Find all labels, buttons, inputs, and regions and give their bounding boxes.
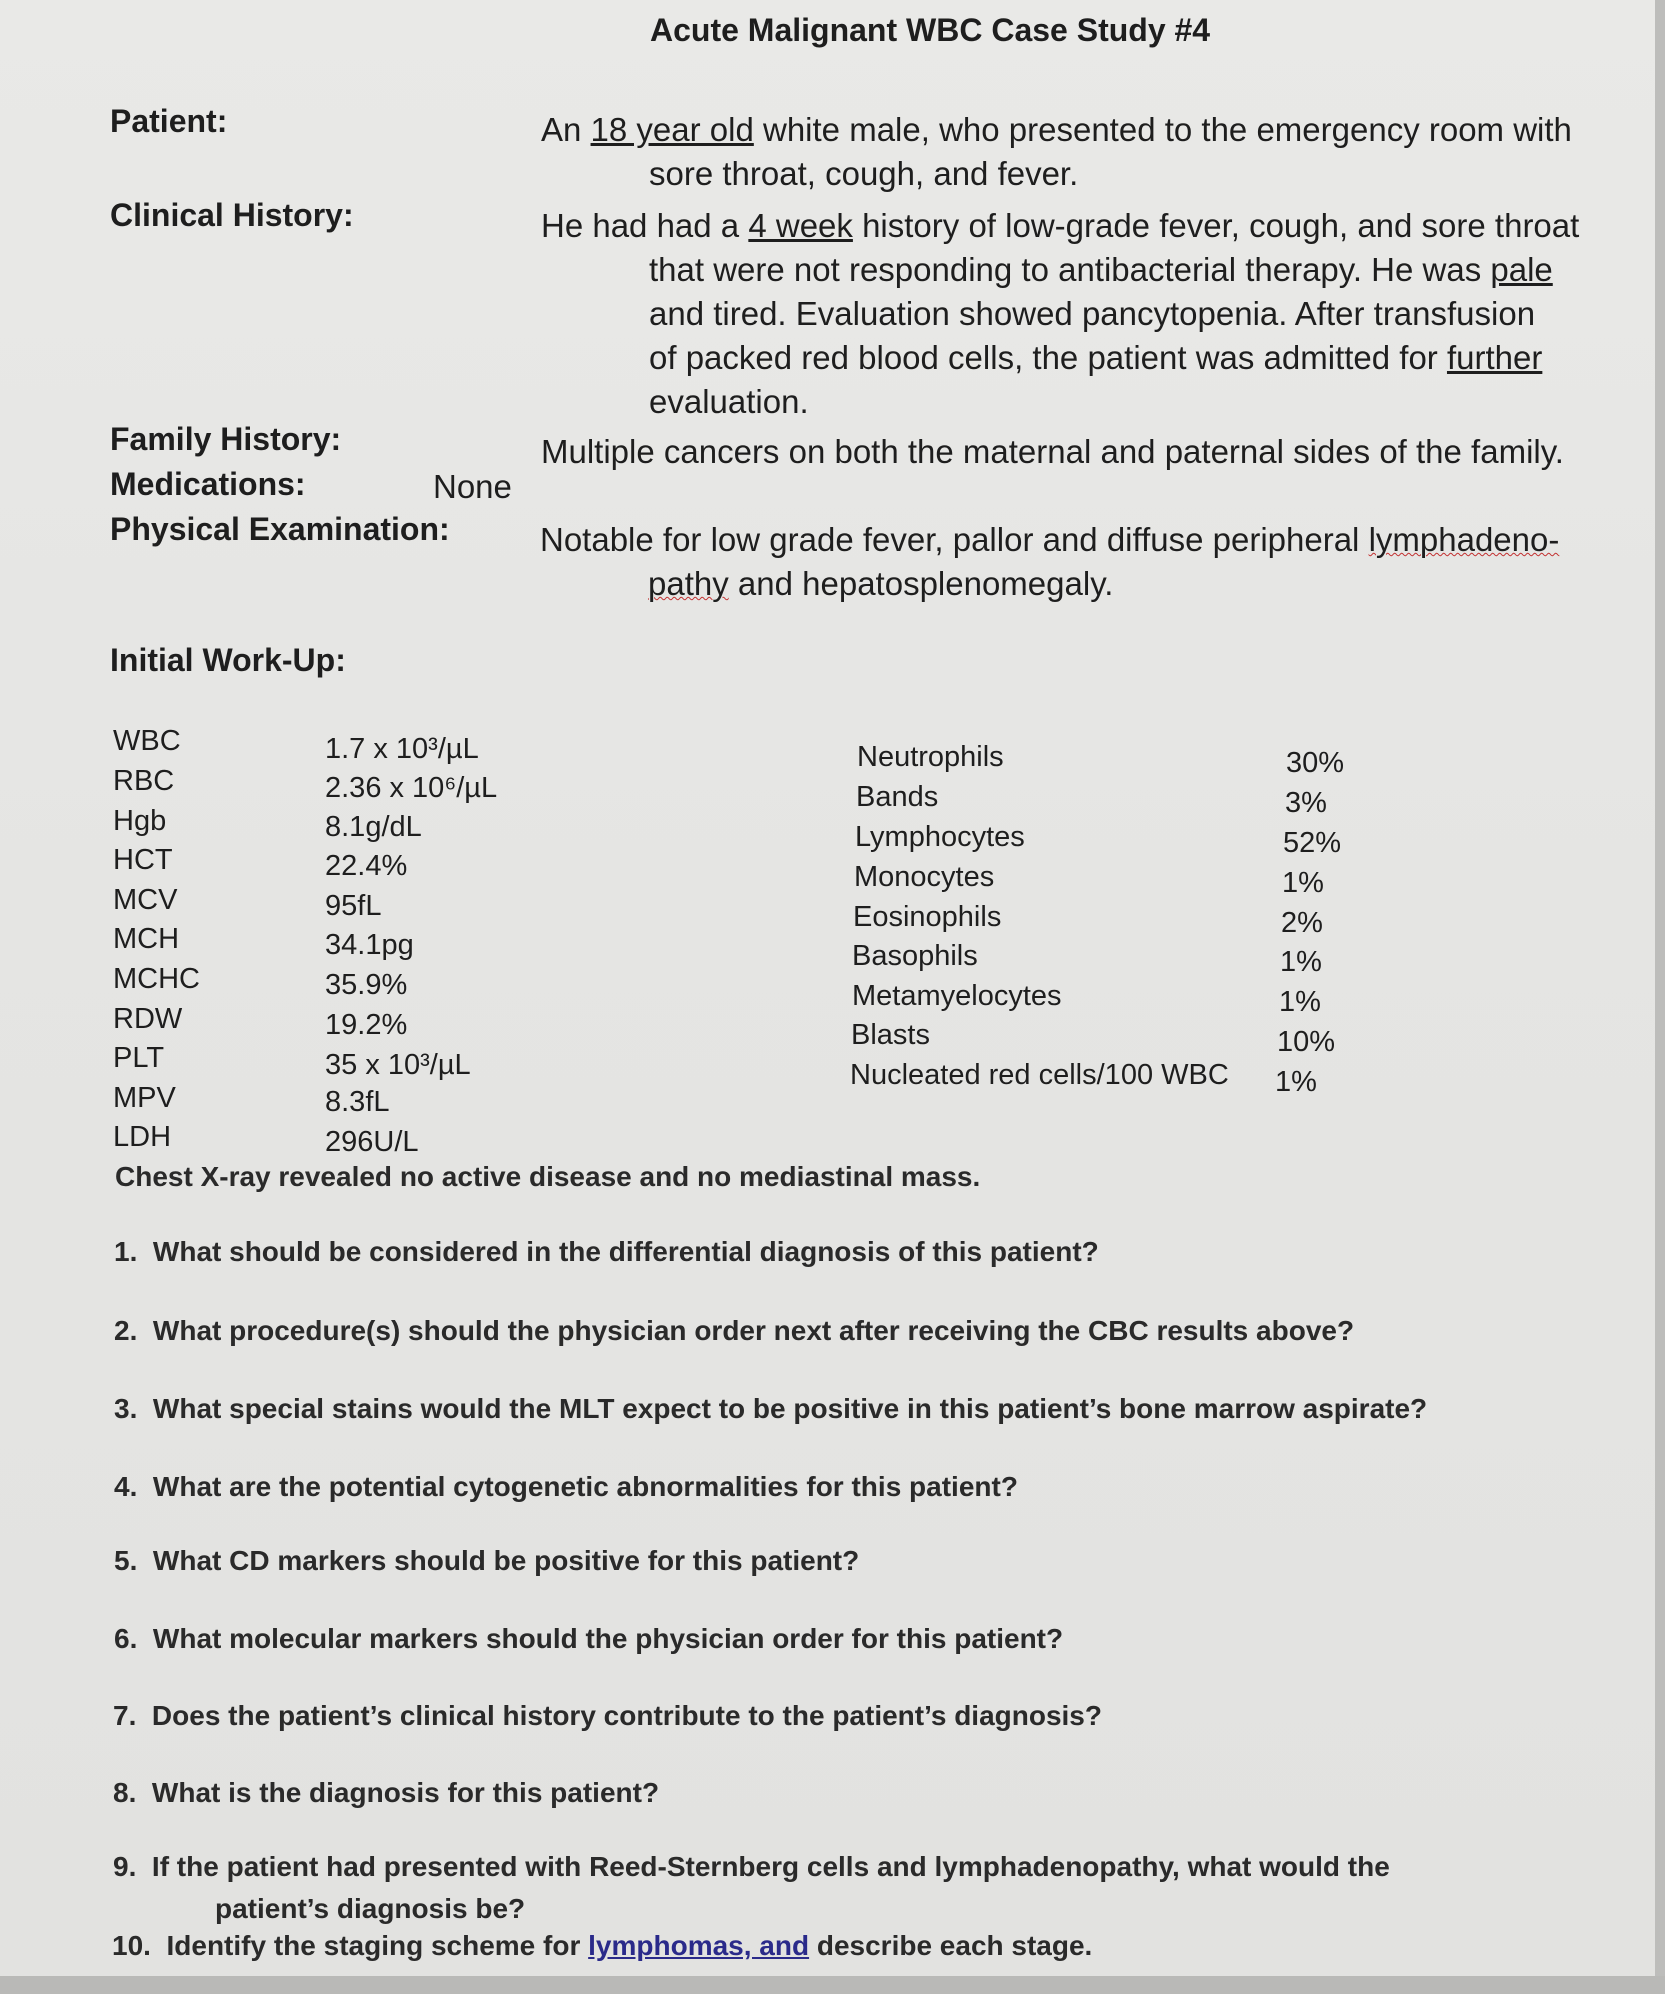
cbc-name: HCT xyxy=(113,844,173,876)
cbc-value: 95fL xyxy=(325,890,382,922)
diff-value: 1% xyxy=(1279,986,1321,1018)
cbc-name: RBC xyxy=(113,765,175,797)
page-edge-right xyxy=(1655,0,1665,1994)
medications-value: None xyxy=(433,468,512,505)
diff-name: Nucleated red cells/100 WBC xyxy=(850,1059,1229,1091)
pe-pathy: pathy xyxy=(648,565,729,602)
cbc-value: 8.3fL xyxy=(325,1086,390,1118)
initial-workup-label: Initial Work-Up: xyxy=(110,642,346,678)
diff-name: Monocytes xyxy=(854,861,995,893)
diff-value: 1% xyxy=(1280,946,1322,978)
cbc-name: MCV xyxy=(113,884,178,916)
cbc-value: 22.4% xyxy=(325,850,408,882)
ch-l1-pre: He had had a xyxy=(541,207,749,244)
clinical-history-label: Clinical History: xyxy=(110,197,354,233)
question-number: 6. xyxy=(114,1623,138,1654)
question-number: 9. xyxy=(113,1851,137,1882)
question-text: What is the diagnosis for this patient? xyxy=(151,1777,660,1808)
ch-l2-pre: that were not responding to antibacterial therapy. He was xyxy=(649,251,1491,288)
patient-text xyxy=(541,108,1572,196)
pe-l1-pre: Notable for low grade fever, pallor and diffuse peripheral xyxy=(540,521,1369,558)
diff-value: 30% xyxy=(1286,747,1345,779)
question-item xyxy=(112,1930,1092,1962)
question-number: 7. xyxy=(113,1700,137,1731)
diff-name: Neutrophils xyxy=(857,741,1004,773)
physical-exam-text xyxy=(540,518,1559,606)
cbc-name: MPV xyxy=(113,1082,176,1114)
ch-l3: and tired. Evaluation showed pancytopenia. After transfusion xyxy=(649,295,1536,332)
cbc-name: RDW xyxy=(113,1003,183,1035)
question-number: 4. xyxy=(114,1471,138,1502)
cbc-value: 35 x 10³/µL xyxy=(325,1049,471,1081)
pe-lymphadeno: lymphadeno- xyxy=(1368,521,1560,558)
question-text: What molecular markers should the physician order for this patient? xyxy=(152,1623,1064,1654)
pe-l2-post: and hepatosplenomegaly. xyxy=(728,565,1114,602)
cbc-name: WBC xyxy=(113,725,181,757)
ch-l5: evaluation. xyxy=(649,383,809,420)
cbc-value: 34.1pg xyxy=(325,929,414,961)
question-text: Identify the staging scheme for xyxy=(166,1930,589,1961)
question-number: 5. xyxy=(114,1545,138,1576)
medications-label: Medications: xyxy=(110,466,306,502)
question-text: What should be considered in the differential diagnosis of this patient? xyxy=(152,1236,1099,1267)
ch-duration: 4 week xyxy=(748,207,853,244)
chest-xray-note: Chest X-ray revealed no active disease and no mediastinal mass. xyxy=(115,1161,981,1192)
diff-value: 3% xyxy=(1285,787,1327,819)
ch-l4-pre: of packed red blood cells, the patient was admitted for xyxy=(649,339,1447,376)
question-item xyxy=(114,1236,1099,1268)
diff-value: 10% xyxy=(1277,1026,1336,1058)
cbc-value: 19.2% xyxy=(325,1009,408,1041)
family-history-text: Multiple cancers on both the maternal and paternal sides of the family. xyxy=(541,433,1564,470)
question-text: What CD markers should be positive for this patient? xyxy=(152,1545,860,1576)
question-text: Does the patient’s clinical history contribute to the patient’s diagnosis? xyxy=(151,1700,1102,1731)
question-underlined-text: lymphomas, and xyxy=(588,1930,810,1961)
question-text: What are the potential cytogenetic abnormalities for this patient? xyxy=(152,1471,1018,1502)
cbc-name: MCHC xyxy=(113,963,200,995)
question-number: 3. xyxy=(114,1393,138,1424)
cbc-name: Hgb xyxy=(113,805,167,837)
patient-age: 18 year old xyxy=(590,111,754,148)
cbc-value: 35.9% xyxy=(325,969,408,1001)
question-item xyxy=(114,1471,1018,1503)
family-history-label: Family History: xyxy=(110,421,342,457)
cbc-name: MCH xyxy=(113,923,180,955)
patient-text-pre: An xyxy=(541,111,591,148)
patient-text-line2: sore throat, cough, and fever. xyxy=(649,155,1079,192)
cbc-name: LDH xyxy=(113,1121,172,1153)
question-number: 10. xyxy=(112,1930,151,1961)
patient-text-post: white male, who presented to the emergency room with xyxy=(753,111,1572,148)
question-number: 8. xyxy=(113,1777,137,1808)
ch-pale: pale xyxy=(1490,251,1553,288)
question-item xyxy=(114,1623,1063,1655)
question-text: describe each stage. xyxy=(809,1930,1093,1961)
diff-value: 1% xyxy=(1282,867,1324,899)
patient-label: Patient: xyxy=(110,103,228,139)
question-item xyxy=(113,1851,1390,1883)
clinical-history-text xyxy=(541,204,1579,424)
diff-name: Eosinophils xyxy=(853,901,1002,933)
diff-name: Basophils xyxy=(852,940,978,972)
question-item xyxy=(114,1545,859,1577)
diff-name: Lymphocytes xyxy=(855,821,1025,853)
question-text: What procedure(s) should the physician order next after receiving the CBC results above? xyxy=(152,1315,1355,1346)
diff-name: Blasts xyxy=(851,1019,930,1051)
ch-l1-post: history of low-grade fever, cough, and sore throat xyxy=(852,207,1580,244)
question-text: What special stains would the MLT expect to be positive in this patient’s bone marrow aspirate? xyxy=(152,1393,1428,1424)
page-title: Acute Malignant WBC Case Study #4 xyxy=(650,12,1211,48)
ch-further: further xyxy=(1446,339,1543,376)
question-text: If the patient had presented with Reed-Sternberg cells and lymphadenopathy, what would the xyxy=(151,1851,1390,1882)
cbc-name: PLT xyxy=(113,1042,165,1074)
diff-name: Bands xyxy=(856,781,939,813)
cbc-value: 296U/L xyxy=(325,1126,419,1158)
question-item xyxy=(114,1393,1427,1425)
cbc-value: 2.36 x 10⁶/µL xyxy=(325,772,498,804)
diff-name: Metamyelocytes xyxy=(852,980,1062,1012)
diff-value: 52% xyxy=(1283,827,1342,859)
physical-exam-label: Physical Examination: xyxy=(110,511,450,547)
question-continuation: patient’s diagnosis be? xyxy=(215,1893,526,1924)
page-edge-bottom xyxy=(0,1976,1665,1994)
question-item xyxy=(113,1777,659,1809)
question-number: 2. xyxy=(114,1315,138,1346)
cbc-value: 8.1g/dL xyxy=(325,811,422,843)
question-item xyxy=(113,1700,1102,1732)
diff-value: 2% xyxy=(1281,907,1323,939)
question-item xyxy=(114,1315,1354,1347)
question-number: 1. xyxy=(114,1236,138,1267)
diff-value: 1% xyxy=(1275,1066,1317,1098)
cbc-value: 1.7 x 10³/µL xyxy=(325,733,479,765)
